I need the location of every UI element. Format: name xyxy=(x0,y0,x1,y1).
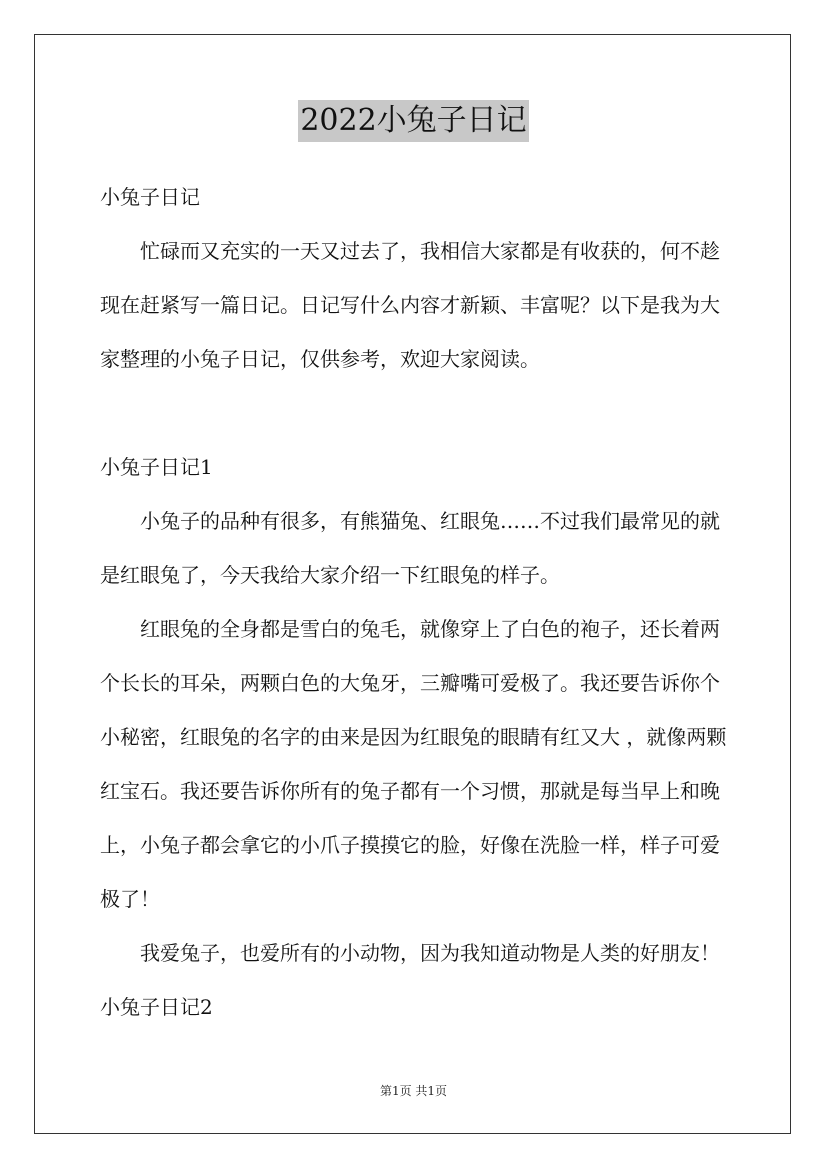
diary-1-paragraph-3: 我爱兔子，也爱所有的小动物，因为我知道动物是人类的好朋友！ xyxy=(140,941,720,965)
title-container xyxy=(0,100,827,142)
document-title: 2022小兔子日记 xyxy=(298,100,528,142)
page-footer: 第1页 共1页 xyxy=(379,1084,448,1098)
diary-1-paragraph-1: 小兔子的品种有很多，有熊猫兔、红眼兔……不过我们最常见的就是红眼兔了，今天我给大家介绍一下红眼兔的样子。 xyxy=(100,509,720,587)
document-body xyxy=(100,170,730,1034)
intro-heading: 小兔子日记 xyxy=(100,185,200,209)
diary-1-heading: 小兔子日记1 xyxy=(100,455,213,479)
intro-paragraph: 忙碌而又充实的一天又过去了，我相信大家都是有收获的，何不趁现在赶紧写一篇日记。日记写什么内容才新颖、丰富呢？以下是我为大家整理的小兔子日记，仅供参考，欢迎大家阅读。 xyxy=(100,239,720,371)
diary-2-heading: 小兔子日记2 xyxy=(100,995,213,1019)
diary-1-paragraph-2: 红眼兔的全身都是雪白的兔毛，就像穿上了白色的袍子，还长着两个长长的耳朵，两颗白色的大兔牙，三瓣嘴可爱极了。我还要告诉你个小秘密，红眼兔的名字的由来是因为红眼兔的眼睛有红又大 ，就像两颗红宝石。我还要告诉你所有的兔子都有一个习惯，那就是每当早上和晚上，小兔子都会拿它的小爪子摸摸它的脸，好像在洗脸一样，样子可爱极了！ xyxy=(100,617,727,911)
blank-line xyxy=(100,386,730,440)
